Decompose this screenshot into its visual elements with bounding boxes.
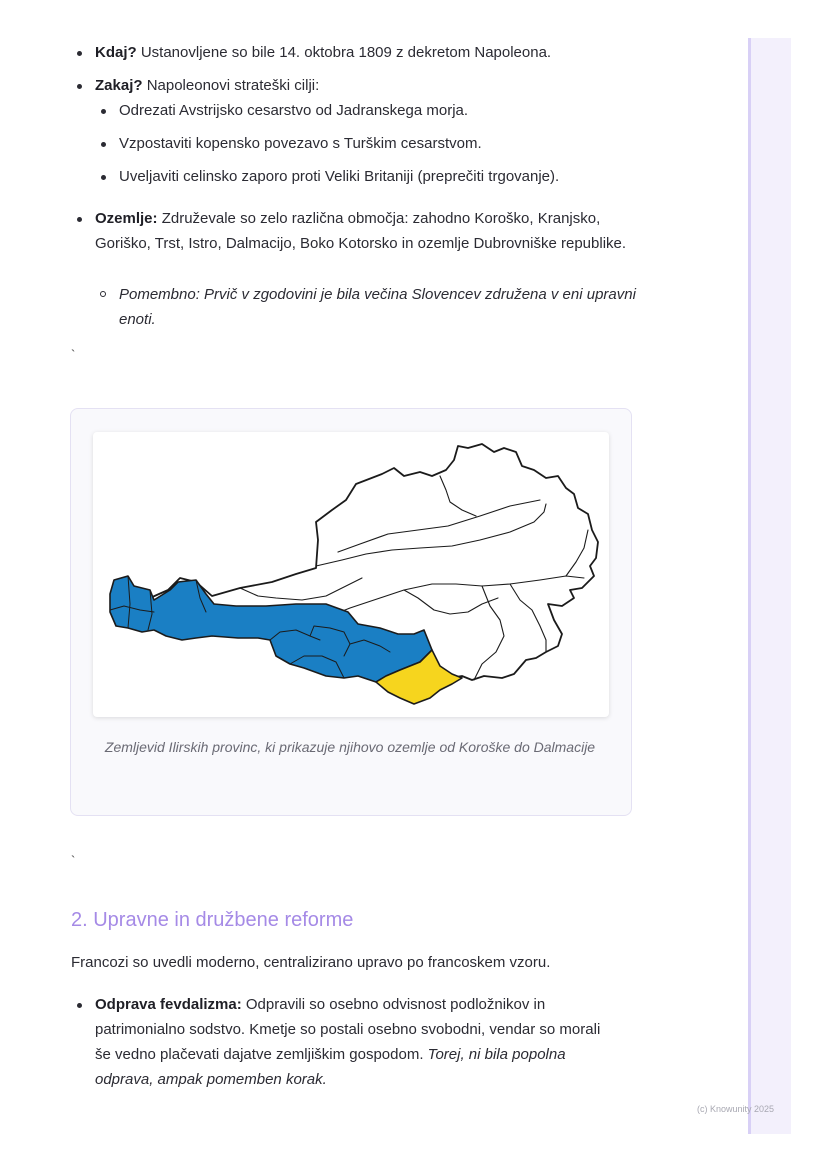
section-heading: 2. Upravne in družbene reforme bbox=[71, 909, 354, 931]
backtick-mark: ` bbox=[71, 853, 76, 868]
intro-list bbox=[71, 40, 636, 65]
sub-list bbox=[71, 98, 636, 197]
figure-caption: Zemljevid Ilirskih provinc, ki prikazuje njihovo ozemlje od Koroške do Dalmacije bbox=[104, 739, 596, 755]
item-label: Odprava fevdalizma: bbox=[95, 996, 242, 1013]
item-label: Zakaj? bbox=[95, 77, 143, 94]
item-text: Ustanovljene so bile 14. oktobra 1809 z dekretom Napoleona. bbox=[136, 44, 552, 61]
list-item-ozemlje bbox=[71, 206, 636, 256]
item-text: Združevale so zelo različna območja: zahodno Koroško, Kranjsko, Goriško, Trst, Istro, Dalmacijo, Boko Kotorsko in ozemlje Dubrovniške republike. bbox=[95, 210, 627, 252]
map-image bbox=[93, 432, 609, 717]
list bbox=[71, 206, 636, 256]
item-italic-note: Torej, ni bila popolna odprava, ampak pomemben korak. bbox=[95, 1046, 566, 1088]
illyrian-provinces-map bbox=[93, 432, 609, 717]
backtick-mark: ` bbox=[71, 347, 76, 362]
subitem-text: Vzpostaviti kopensko povezavo s Turškim cesarstvom. bbox=[119, 135, 482, 152]
list-subitem bbox=[95, 98, 636, 131]
subitem-text: Odrezati Avstrijsko cesarstvo od Jadranskega morja. bbox=[119, 102, 469, 119]
note-list bbox=[95, 282, 636, 332]
list-item-kdaj bbox=[71, 40, 636, 65]
copyright-footer: (c) Knowunity 2025 bbox=[696, 1104, 774, 1114]
list-item-zakaj bbox=[71, 73, 636, 98]
section-intro: Francozi so uvedli moderno, centralizirano upravo po francoskem vzoru. bbox=[71, 954, 551, 971]
right-margin-border bbox=[748, 38, 751, 1134]
subitem-text: Uveljaviti celinsko zaporo proti Veliki Britaniji (preprečiti trgovanje). bbox=[119, 168, 560, 185]
right-margin-panel bbox=[748, 38, 791, 1134]
item-text: Napoleonovi strateški cilji: bbox=[142, 77, 320, 94]
list bbox=[71, 73, 636, 98]
item-label: Ozemlje: bbox=[95, 210, 158, 227]
list-note bbox=[95, 282, 636, 332]
reform-list bbox=[71, 992, 601, 1092]
item-text: Odpravili so osebno odvisnost podložnikov in patrimonialno sodstvo. Kmetje so postali osebno svobodni, vendar so morali še vedno plačevati dajatve zemljiškim gospodom. bbox=[95, 996, 601, 1063]
note-text: Pomembno: Prvič v zgodovini je bila večina Slovencev združena v eni upravni enoti. bbox=[119, 286, 636, 328]
list-subitem bbox=[95, 164, 636, 197]
list-subitem bbox=[95, 131, 636, 164]
item-label: Kdaj? bbox=[95, 44, 137, 61]
list-item-fevdalizem bbox=[71, 992, 601, 1092]
